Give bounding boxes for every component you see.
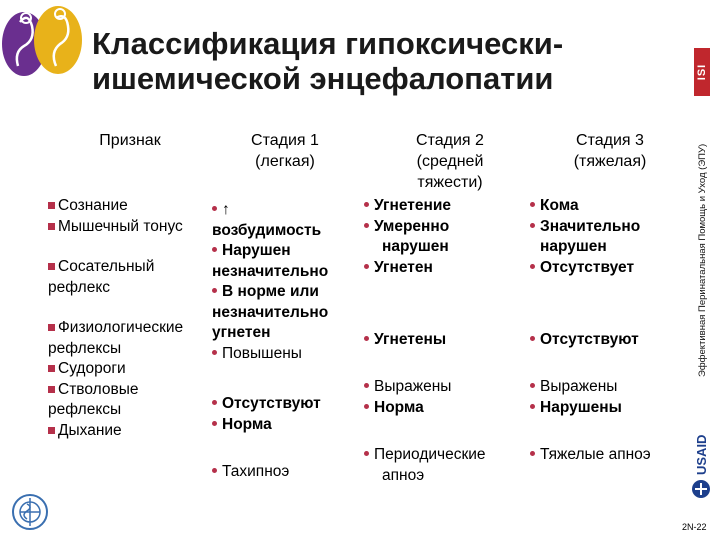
feature-muscle-tone: Мышечный тонус bbox=[48, 217, 208, 238]
feature-stem-reflexes: Стволовые bbox=[48, 380, 208, 401]
who-emblem-icon bbox=[10, 492, 50, 532]
stage2-upper: Угнетение Умеренно нарушен Угнетен bbox=[364, 196, 524, 278]
header-stage3: Стадия 3 (тяжелая) bbox=[573, 132, 647, 170]
usaid-logo bbox=[690, 405, 712, 505]
feature-breathing: Дыхание bbox=[48, 421, 208, 442]
stage1-breathing: Тахипноэ bbox=[212, 462, 362, 483]
stage1-column: ↑ возбудимость Нарушен незначительно В норме или незначительно угнетен Повышены bbox=[212, 201, 329, 362]
feature-seizures: Судороги bbox=[48, 359, 208, 380]
feature-column: Сознание Мышечный тонус Сосательный рефлекс Физиологические рефлексы Судороги Стволовые рефлексы Дыхание bbox=[48, 196, 208, 441]
stage2-reflexes: Угнетены bbox=[364, 330, 524, 351]
svg-text:USAID: USAID bbox=[694, 434, 709, 475]
page-number: 2N-22 bbox=[682, 522, 707, 532]
feature-sucking-reflex: Сосательный bbox=[48, 257, 208, 278]
page-title: Классификация гипоксически-ишемической энцефалопатии bbox=[92, 26, 564, 96]
stage2-lower: Выражены Норма bbox=[364, 377, 524, 418]
stage1-lower: Отсутствуют Норма bbox=[212, 394, 362, 435]
isi-logo: ISI bbox=[694, 48, 710, 96]
stage3-reflexes: Отсутствуют bbox=[530, 330, 690, 351]
feature-physio-reflexes: Физиологические bbox=[48, 318, 208, 339]
stage3-upper: Кома Значительно нарушен Отсутствует bbox=[530, 196, 690, 278]
feature-consciousness: Сознание bbox=[48, 196, 208, 217]
header-feature: Признак bbox=[99, 132, 161, 149]
mother-child-logo bbox=[0, 0, 88, 80]
stage3-breathing: Тяжелые апноэ bbox=[530, 445, 690, 466]
stage2-breathing: Периодические апноэ bbox=[364, 445, 524, 486]
header-stage2: Стадия 2 (средней тяжести) bbox=[416, 132, 484, 191]
header-stage1: Стадия 1 (легкая) bbox=[251, 132, 319, 170]
side-caption: Эффективная Перинатальная Помощь и Уход (ЭПУ) bbox=[697, 143, 708, 377]
stage3-lower: Выражены Нарушены bbox=[530, 377, 690, 418]
